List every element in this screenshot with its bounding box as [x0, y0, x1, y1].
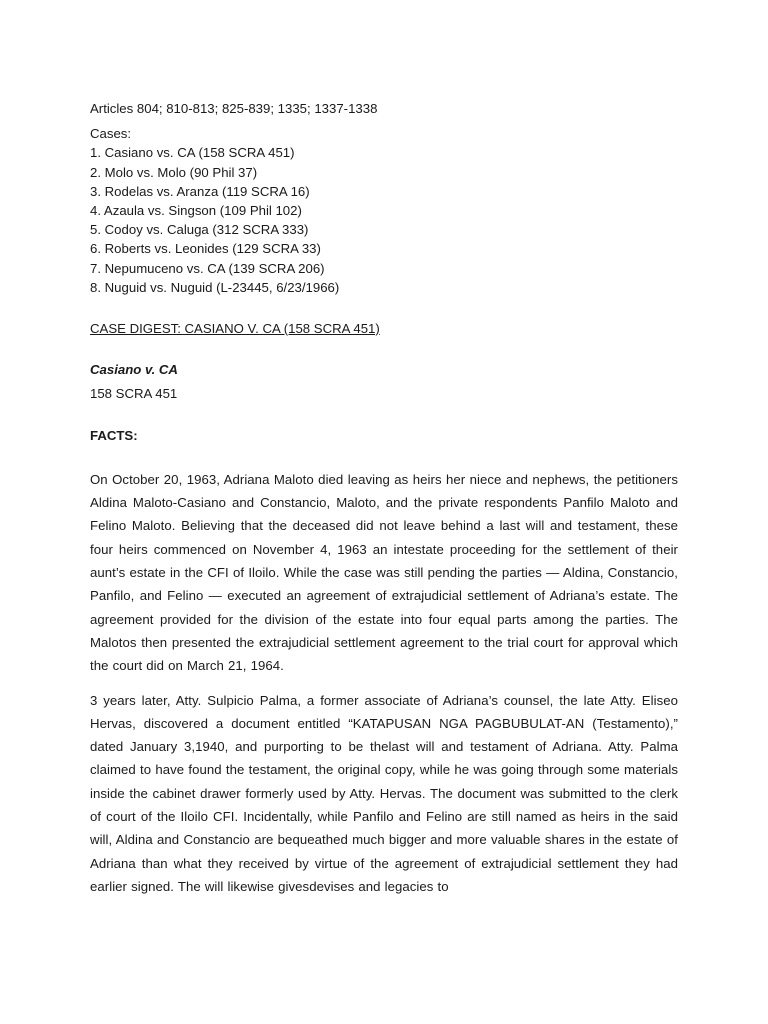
document-page: [90, 99, 678, 898]
facts-paragraph-1-text: On October 20, 1963, Adriana Maloto died leaving as heirs her niece and nephews, the petitioners Aldina Maloto-Casiano and Constancio, Maloto, and the private respondents Panfilo Maloto and Felino Maloto. Believing that the deceased did not leave behind a last will and testament, these four heirs commenced on November 4, 1963 an intestate proceeding for the settlement of their aunt’s estate in the CFI of Iloilo. While the case was still pending the parties — Aldina, Constancio, Panfilo, and Felino — executed an agreement of extrajudicial settlement of Adriana’s estate. The agreement provided for the division of the estate into four equal parts among the parties. The Malotos then presented the extrajudicial settlement agreement to the trial court for approval which the court did on March 21, 1964.: [90, 471, 678, 674]
case-item-2: 2. Molo vs. Molo (90 Phil 37): [90, 164, 258, 180]
case-item-6: 6. Roberts vs. Leonides (129 SCRA 33): [90, 241, 321, 257]
case-citation: 158 SCRA 451: [90, 386, 178, 402]
facts-paragraph-2-text: 3 years later, Atty. Sulpicio Palma, a former associate of Adriana’s counsel, the late Atty. Eliseo Hervas, discovered a document entitled “KATAPUSAN NGA PAGBUBULAT-AN (Testamento),” dated January 3,1940, and purporting to be thelast will and testament of Adriana. Atty. Palma claimed to have found the testament, the original copy, while he was going through some materials inside the cabinet drawer formerly used by Atty. Hervas. The document was submitted to the clerk of court of the Iloilo CFI. Incidentally, while Panfilo and Felino are still named as heirs in the said will, Aldina and Constancio are bequeathed much bigger and more valuable shares in the estate of Adriana than what they received by virtue of the agreement of extrajudicial settlement they had earlier signed. The will likewise givesdevises and legacies to: [90, 692, 678, 894]
case-item-7: 7. Nepumuceno vs. CA (139 SCRA 206): [90, 260, 325, 276]
case-item-8: 8. Nuguid vs. Nuguid (L-23445, 6/23/1966): [90, 279, 340, 295]
case-item-3: 3. Rodelas vs. Aranza (119 SCRA 16): [90, 183, 310, 199]
case-item-4: 4. Azaula vs. Singson (109 Phil 102): [90, 203, 302, 219]
facts-paragraph-2: [90, 689, 678, 899]
digest-title: CASE DIGEST: CASIANO V. CA (158 SCRA 451): [90, 321, 380, 337]
facts-paragraph-1: [90, 468, 678, 678]
cases-label: Cases:: [90, 126, 132, 142]
cases-list: [90, 143, 678, 297]
case-item-1: 1. Casiano vs. CA (158 SCRA 451): [90, 145, 295, 161]
facts-heading: FACTS:: [90, 427, 138, 443]
case-name: Casiano v. CA: [90, 362, 178, 378]
case-item-5: 5. Codoy vs. Caluga (312 SCRA 333): [90, 222, 309, 238]
articles-line: Articles 804; 810-813; 825-839; 1335; 1337-1338: [90, 101, 378, 116]
